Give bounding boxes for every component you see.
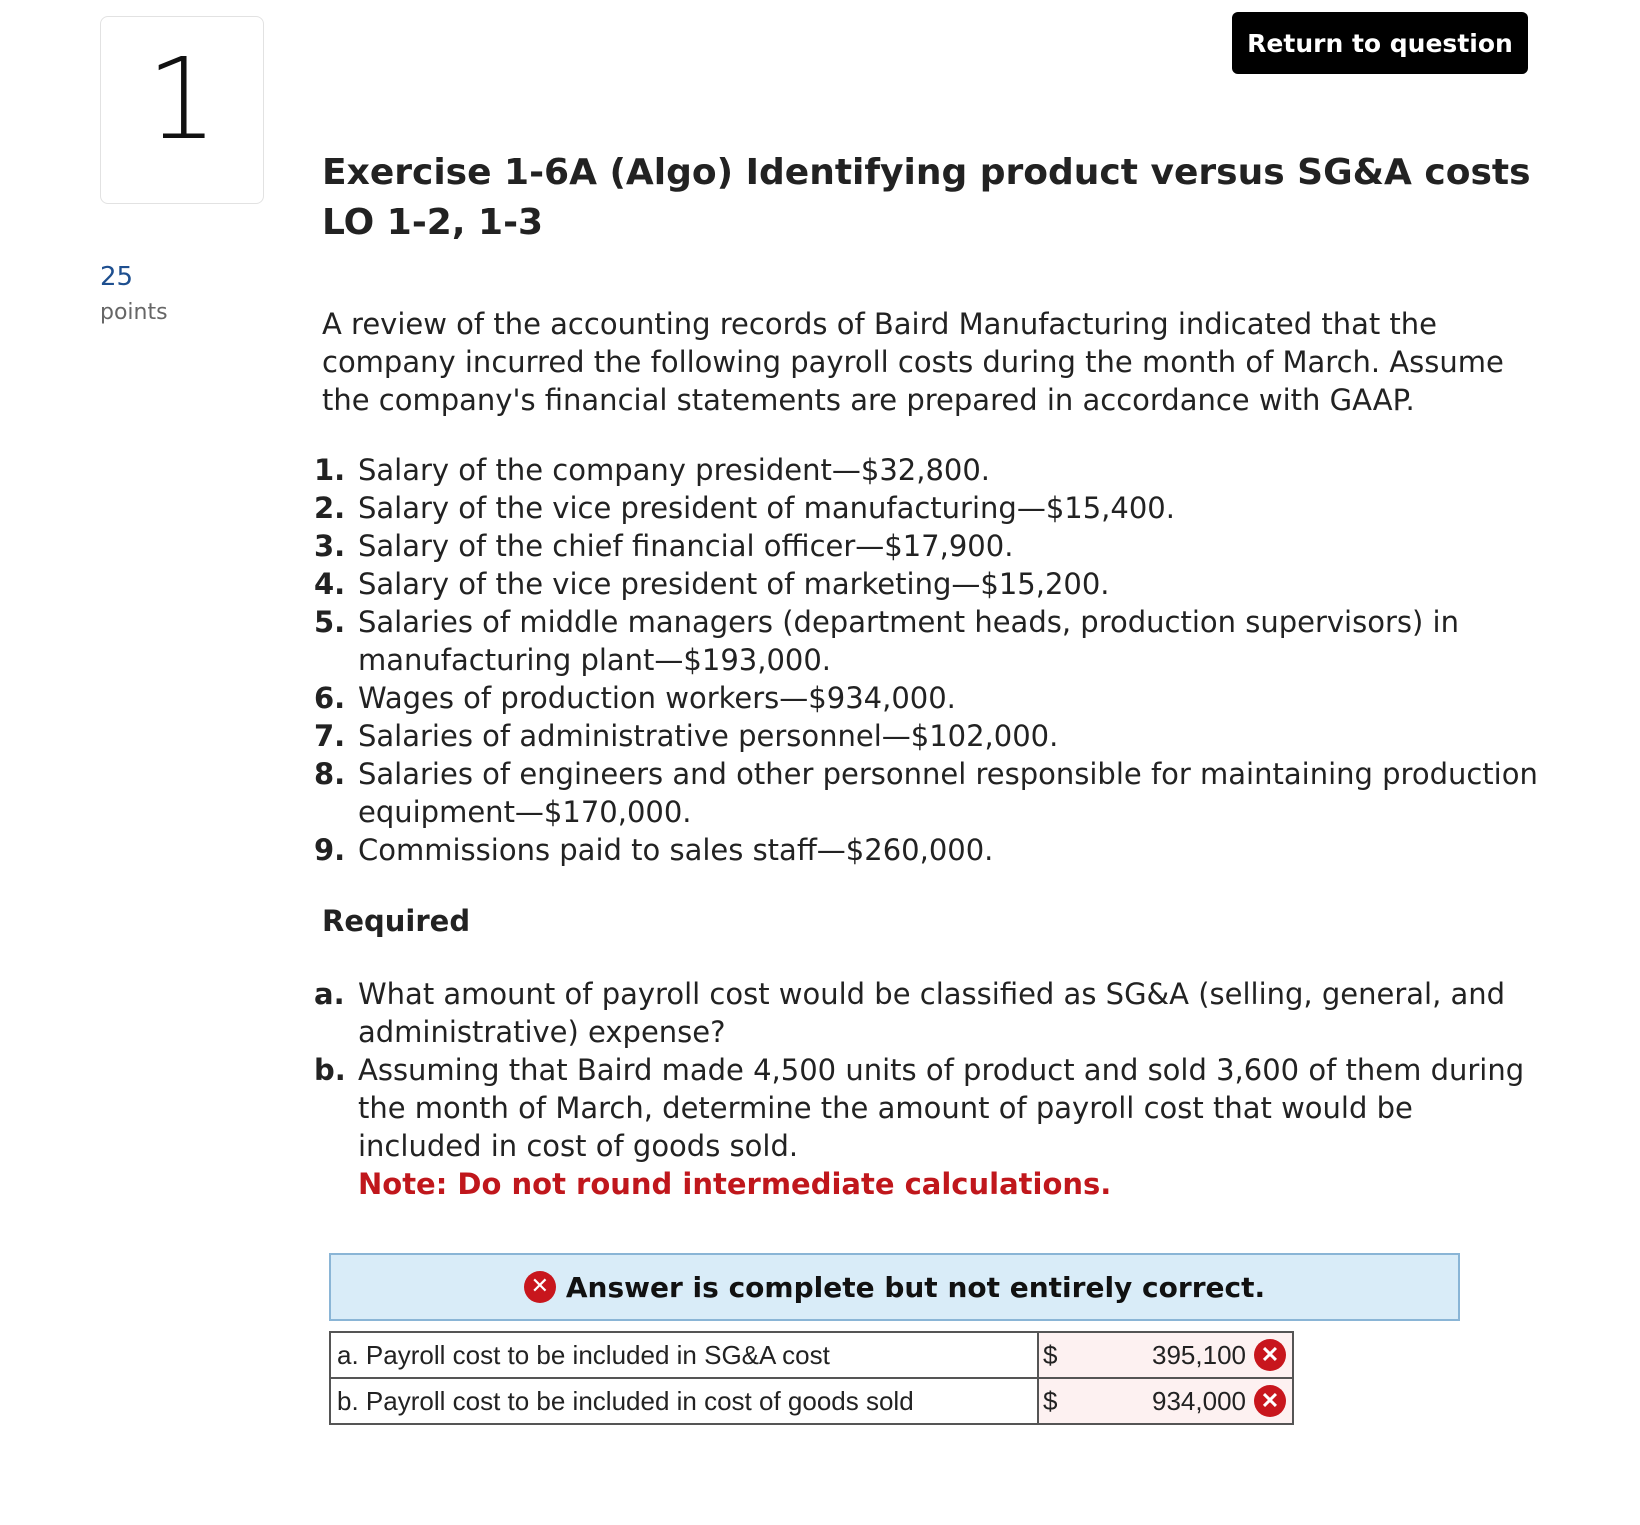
item-number: 5. [314,605,346,639]
list-item [314,679,1554,717]
incorrect-icon: ✕ [524,1271,556,1303]
currency-symbol: $ [1043,1385,1058,1416]
list-item [314,565,1554,603]
table-row [330,1332,1293,1378]
item-text: Commissions paid to sales staff—$260,000. [358,833,994,867]
item-number: 8. [314,757,346,791]
question-number: 1 [146,35,218,165]
points-label: points [100,300,168,325]
item-text-wrap [358,1051,1544,1203]
item-text: Salary of the company president—$32,800. [358,453,991,487]
list-item [314,975,1544,1051]
item-text: What amount of payroll cost would be classified as SG&A (selling, general, and administrative) expense? [358,977,1506,1049]
item-number: 3. [314,529,346,563]
item-text: Salary of the vice president of manufacturing—$15,400. [358,491,1175,525]
answer-cell[interactable] [1038,1378,1293,1424]
required-heading: Required [322,904,471,938]
required-list [314,975,1544,1203]
item-number: a. [314,977,345,1011]
answer-value[interactable]: 934,000 [1152,1385,1246,1416]
answer-cell[interactable] [1038,1332,1293,1378]
answer-status-banner [329,1253,1460,1321]
currency-symbol: $ [1043,1339,1058,1370]
list-item [314,489,1554,527]
rounding-note: Note: Do not round intermediate calculations. [358,1167,1112,1201]
list-item [314,451,1554,489]
item-text: Assuming that Baird made 4,500 units of product and sold 3,600 of them during the month of March, determine the amount of payroll cost that would be included in cost of goods sold. [358,1053,1525,1163]
list-item [314,755,1554,831]
page-title: Exercise 1-6A (Algo) Identifying product versus SG&A costs LO 1-2, 1-3 [322,152,1531,243]
incorrect-icon: ✕ [1254,1339,1286,1371]
item-text: Salaries of engineers and other personnel responsible for maintaining production equipment—$170,000. [358,757,1538,829]
list-item [314,527,1554,565]
item-text: Salaries of middle managers (department heads, production supervisors) in manufacturing plant—$193,000. [358,605,1459,677]
item-number: 1. [314,453,346,487]
item-text: Salary of the vice president of marketing—$15,200. [358,567,1110,601]
list-item [314,603,1554,679]
item-number: 7. [314,719,346,753]
item-text: Salaries of administrative personnel—$102,000. [358,719,1059,753]
answer-table [329,1331,1294,1425]
answer-value[interactable]: 395,100 [1152,1339,1246,1370]
question-intro: A review of the accounting records of Baird Manufacturing indicated that the company incurred the following payroll costs during the month of March. Assume the company's financial statements are prepared in accordance with GAAP. [322,307,1504,417]
answer-label: b. Payroll cost to be included in cost of goods sold [330,1378,1038,1424]
item-text: Wages of production workers—$934,000. [358,681,956,715]
return-to-question-button[interactable]: Return to question [1232,12,1528,74]
answer-label: a. Payroll cost to be included in SG&A cost [330,1332,1038,1378]
item-number: 9. [314,833,346,867]
list-item [314,831,1554,869]
payroll-cost-list [314,451,1554,869]
incorrect-icon: ✕ [1254,1385,1286,1417]
list-item [314,1051,1544,1203]
item-number: 4. [314,567,346,601]
answer-status-text: Answer is complete but not entirely correct. [565,1270,1266,1304]
table-row [330,1378,1293,1424]
item-number: 2. [314,491,346,525]
item-number: b. [314,1053,346,1087]
list-item [314,717,1554,755]
item-text: Salary of the chief financial officer—$17,900. [358,529,1014,563]
points-value: 25 [100,262,134,292]
item-number: 6. [314,681,346,715]
question-number-card [100,16,264,204]
